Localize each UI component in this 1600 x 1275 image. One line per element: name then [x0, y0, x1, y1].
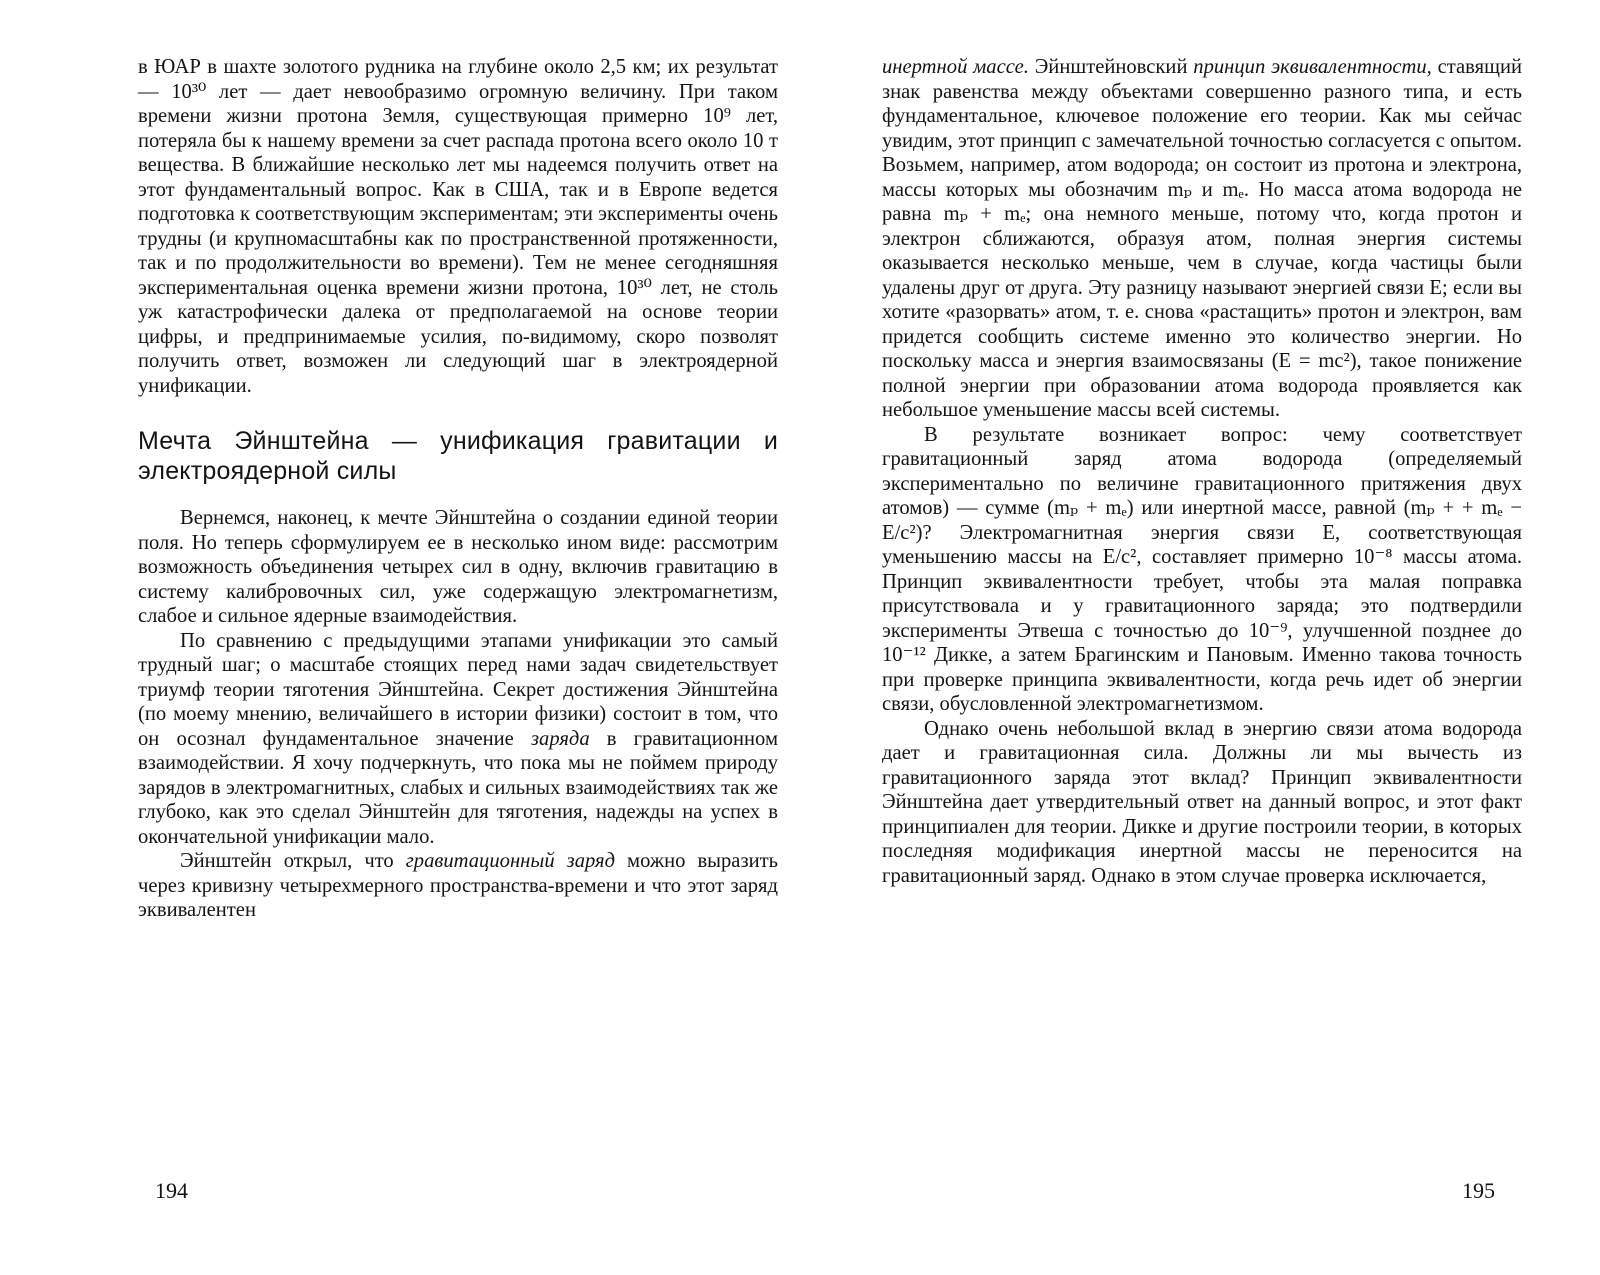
paragraph	[138, 629, 778, 850]
paragraph: Вернемся, наконец, к мечте Эйнштейна о создании единой теории поля. Но теперь сформулируем ее в несколько ином виде: рассмотрим возможность объединения четырех сил в одну, включив гравитацию в систему калибровочных сил, уже содержащую электромагнетизм, слабое и сильное ядерные взаимодействия.	[138, 507, 778, 627]
paragraph: В результате возникает вопрос: чему соответствует гравитационный заряд атома водорода (определяемый экспериментально по величине гравитационного притяжения двух атомов) — сумме (mₚ + mₑ) или инертной массе, равной (mₚ + + mₑ − E/c²)? Электромагнитная энергия связи E, соответствующая уменьшению массы на E/c², составляет примерно 10⁻⁸ массы атома. Принцип эквивалентности требует, чтобы эта малая поправка присутствовала и у гравитационного заряда; это подтвердили эксперименты Этвеша с точностью до 10⁻⁹, улучшенной позднее до 10⁻¹² Дикке, а затем Брагинским и Пановым. Именно такова точность при проверке принципа эквивалентности, когда речь идет об энергии связи, обусловленной электромагнетизмом.	[882, 423, 1522, 715]
italic-term: принцип эквивалентности,	[1193, 56, 1432, 78]
text-run: По сравнению с предыдущими этапами унификации это самый трудный шаг; о масштабе стоящих перед нами задач свидетельствует триумф теории тяготения Эйнштейна. Секрет достижения Эйнштейна (по моему мнению, величайшего в истории физики) состоит в том, что он осознал фундаментальное значение	[138, 629, 778, 750]
italic-term: инертной массе.	[882, 56, 1029, 78]
paragraph	[138, 849, 778, 923]
text-run: можно выразить через кривизну четырехмерного пространства-времени и что этот заряд эквивалентен	[138, 850, 778, 921]
paragraph	[882, 55, 1522, 423]
page-number-right: 195	[1462, 1178, 1495, 1203]
text-run: ставящий знак равенства между объектами совершенно разного типа, и есть фундаментальное, ключевое положение его теории. Как мы сейчас увидим, этот принцип с замечательной точностью согласуется с опытом. Возьмем, например, атом водорода; он состоит из протона и электрона, массы которых мы обозначим mₚ и mₑ. Но масса атома водорода не равна mₚ + mₑ; она немного меньше, потому что, когда протон и электрон сближаются, образуя атом, полная энергия системы оказывается несколько меньше, чем в случае, когда частицы были удалены друг от друга. Эту разницу называют энергией связи E; если вы хотите «разорвать» атом, т. е. снова «растащить» протон и электрон, вам придется сообщить системе именно это количество энергии. Но поскольку масса и энергия взаимосвязаны (E = mc²), такое понижение полной энергии при образовании атома водорода проявляется как небольшое уменьшение массы всей системы.	[882, 56, 1522, 421]
text-run: в гравитационном взаимодействии. Я хочу подчеркнуть, что пока мы не поймем природу зарядов в электромагнитных, слабых и сильных взаимодействиях так же глубоко, как это сделал Эйнштейн для тяготения, надежды на успех в окончательной унификации мало.	[138, 727, 778, 848]
paragraph: в ЮАР в шахте золотого рудника на глубине около 2,5 км; их результат — 10³⁰ лет — дает невообразимо огромную величину. При таком времени жизни протона Земля, существующая примерно 10⁹ лет, потеряла бы к нашему времени за счет распада протона всего около 10 т вещества. В ближайшие несколько лет мы надеемся получить ответ на этот фундаментальный вопрос. Как в США, так и в Европе ведется подготовка к соответствующим экспериментам; эти эксперименты очень трудны (и крупномасштабны как по пространственной протяженности, так и по продолжительности во времени). Тем не менее сегодняшняя экспериментальная оценка времени жизни протона, 10³⁰ лет, не столь уж катастрофически далека от предполагаемой на основе теории цифры, и предпринимаемые усилия, по-видимому, скоро позволят получить ответ, возможен ли следующий шаг в электроядерной унификации.	[138, 56, 778, 397]
section-heading: Мечта Эйнштейна — унификация гравитации и электроядерной силы	[138, 427, 778, 485]
page-number-left: 194	[155, 1178, 188, 1203]
italic-term: заряда	[530, 727, 590, 750]
text-run: Эйнштейн открыл, что	[180, 850, 406, 872]
left-text	[138, 55, 778, 923]
right-text	[882, 55, 1522, 888]
text-run: Эйнштейновский	[1028, 56, 1194, 78]
left-page	[138, 55, 778, 1225]
right-page	[882, 55, 1522, 1225]
paragraph: Однако очень небольшой вклад в энергию связи атома водорода дает и гравитационная сила. Должны ли мы вычесть из гравитационного заряда этот вклад? Принцип эквивалентности Эйнштейна дает утвердительный ответ на данный вопрос, и этот факт принципиален для теории. Дикке и другие построили теории, в которых последняя модификация инертной массы не переносится на гравитационный заряд. Однако в этом случае проверка исключается,	[882, 717, 1522, 887]
italic-term: гравитационный заряд	[405, 850, 616, 872]
